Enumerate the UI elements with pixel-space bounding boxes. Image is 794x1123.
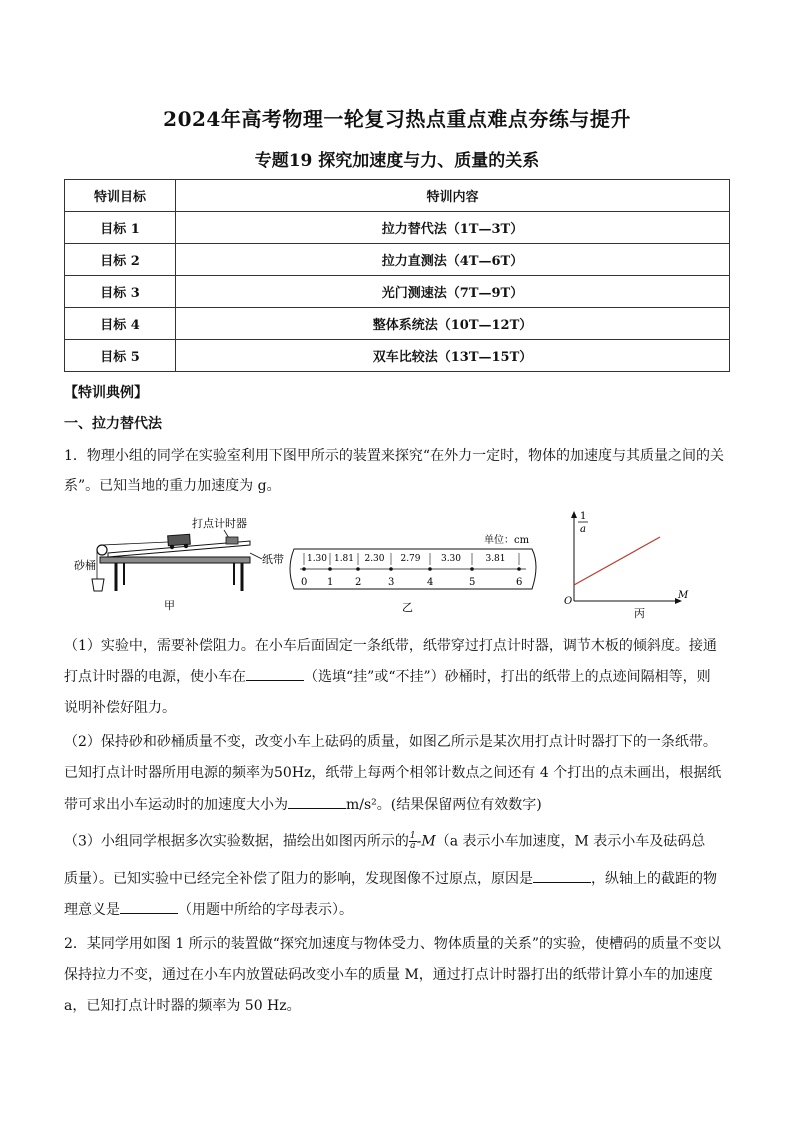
page-subtitle: 专题19 探究加速度与力、质量的关系 (254, 151, 540, 171)
table-cell: 目标 2 (65, 244, 176, 276)
table-cell: 目标 3 (65, 276, 176, 308)
pulley-icon (97, 545, 107, 555)
q1-part3-text: （3）小组同学根据多次实验数据，描绘出如图丙所示的 (64, 833, 409, 850)
q1-part2-line (64, 796, 744, 813)
figure-area (64, 505, 704, 625)
table-cell: 目标 5 (65, 340, 176, 372)
q2-line: 保持拉力不变，通过在小车内放置砝码改变小车的质量 M，通过打点计时器打出的纸带计算小车的加速度 (64, 967, 713, 983)
tape-point (517, 567, 521, 571)
table-header-cell: 特训内容 (176, 180, 730, 212)
fraction (409, 832, 417, 851)
q1-part1-line: （1）实验中，需要补偿阻力。在小车后面固定一条纸带，纸带穿过打点计时器，调节木板的倾斜度。接通 (64, 638, 717, 654)
table-cell: 整体系统法（10T—12T） (176, 308, 730, 340)
q1-part1-line: 说明补偿好阻力。 (64, 700, 176, 716)
y-label-num: 1 (580, 511, 587, 522)
tape-point (389, 567, 393, 571)
tape-segment-label: 1.81 (333, 554, 355, 564)
fraction-num: 1 (409, 831, 416, 841)
q1-part2-text: 带可求出小车运动时的加速度大小为 (64, 797, 288, 813)
q1-part1-text: 打点计时器的电源，使小车在 (64, 669, 246, 685)
q1-part3-line (64, 901, 744, 918)
table-row (65, 340, 730, 372)
fraction-den: a (410, 841, 416, 851)
table-row (65, 308, 730, 340)
tape-point-label: 0 (301, 577, 308, 588)
table-cell: 拉力替代法（1T—3T） (176, 212, 730, 244)
figure-jia (74, 516, 284, 612)
tape-point-label: 1 (327, 577, 334, 588)
timer-box (226, 537, 238, 544)
tape-point (356, 567, 360, 571)
table-cell: 双车比较法（13T—15T） (176, 340, 730, 372)
q1-part1-line (64, 668, 744, 685)
section-label: 【特训典例】 (64, 385, 148, 401)
timer-label: 打点计时器 (192, 517, 247, 530)
answer-blank[interactable] (533, 870, 591, 883)
q1-part3-text: 理意义是 (64, 902, 120, 918)
x-label: M (678, 590, 689, 601)
q1-part1-text: （选填“挂”或“不挂”）砂桶时，打出的纸带上的点迹间隔相等，则 (304, 669, 711, 685)
table-top (100, 557, 250, 563)
tape-point (428, 567, 432, 571)
figure-yi (290, 533, 536, 614)
q1-intro-line: 1．物理小组的同学在实验室利用下图甲所示的装置来探究“在外力一定时，物体的加速度与其质量之间的关 (64, 448, 725, 464)
figure-caption-bing: 丙 (634, 607, 645, 620)
tape-point-label: 5 (469, 577, 476, 588)
q1-part2-line: 已知打点计时器所用电源的频率为50Hz，纸带上每两个相邻计数点之间还有 4 个打出的点未画出，根据纸 (64, 765, 722, 781)
tape-segment-label: 2.79 (400, 554, 421, 564)
y-label-den: a (580, 524, 586, 535)
q1-part2-text: 。(结果保留两位有效数字) (376, 797, 542, 813)
tape-segment-label: 3.81 (485, 554, 506, 564)
table-row (65, 244, 730, 276)
bucket-icon (92, 579, 104, 591)
q1-intro-line: 系”。已知当地的重力加速度为 g。 (64, 478, 281, 494)
tape-point (302, 567, 306, 571)
table-cell: 目标 4 (65, 308, 176, 340)
figure-bing (564, 511, 689, 620)
q1-part2-line: （2）保持砂和砂桶质量不变，改变小车上砝码的质量，如图乙所示是某次用打点计时器打下的一条纸带。 (64, 734, 717, 750)
bucket-label (74, 558, 96, 572)
tape-point (470, 567, 474, 571)
answer-blank[interactable] (246, 668, 304, 681)
q1-part3-text: （用题中所给的字母表示）。 (178, 902, 353, 918)
table-header-cell: 特训目标 (65, 180, 176, 212)
q1-part3-line (64, 832, 744, 851)
table-row (65, 276, 730, 308)
tape-point (328, 567, 332, 571)
tape-point-label: 6 (516, 577, 523, 588)
tape-point-label: 2 (355, 577, 362, 588)
q2-line: a，已知打点计时器的频率为 50 Hz。 (64, 998, 301, 1014)
page-title: 2024年高考物理一轮复习热点重点难点夯练与提升 (163, 107, 631, 131)
figure-caption-jia: 甲 (164, 599, 175, 612)
q1-part3-text: （a 表示小车加速度，M 表示小车及砝码总 (435, 833, 706, 850)
tape-point-label: 3 (388, 577, 395, 588)
q1-part3-text: -M (416, 833, 436, 850)
answer-blank[interactable] (120, 901, 178, 914)
unit-label: 单位：cm (484, 535, 530, 546)
table-cell: 拉力直测法（4T—6T） (176, 244, 730, 276)
table-row (65, 212, 730, 244)
section-heading: 一、拉力替代法 (64, 416, 162, 432)
q1-part3-text: 质量）。已知实验中已经完全补偿了阻力的影响，发现图像不过原点，原因是 (64, 871, 533, 887)
q1-part3-text: ，纵轴上的截距的物 (591, 871, 717, 887)
graph-line (574, 537, 660, 585)
tape-point-label: 4 (427, 577, 434, 588)
goal-table (64, 179, 730, 372)
q2-line: 2．某同学用如图 1 所示的装置做“探究加速度与物体受力、物体质量的关系”的实验，使槽码的质量不变以 (64, 936, 722, 952)
tape-segment-label: 2.30 (364, 554, 385, 564)
table-header-row (65, 180, 730, 212)
bucket-label-text: 砂桶 (74, 559, 96, 572)
q1-part3-line (64, 870, 744, 887)
unit-text: m/s² (346, 797, 377, 813)
answer-blank[interactable] (288, 796, 346, 809)
table-cell: 光门测速法（7T—9T） (176, 276, 730, 308)
figure-caption-yi: 乙 (402, 601, 413, 614)
table-cell: 目标 1 (65, 212, 176, 244)
tape-label: 纸带 (262, 553, 284, 566)
origin-label: O (564, 596, 573, 607)
tape-segment-label: 3.30 (440, 554, 462, 564)
tape-segment-label: 1.30 (306, 554, 328, 564)
